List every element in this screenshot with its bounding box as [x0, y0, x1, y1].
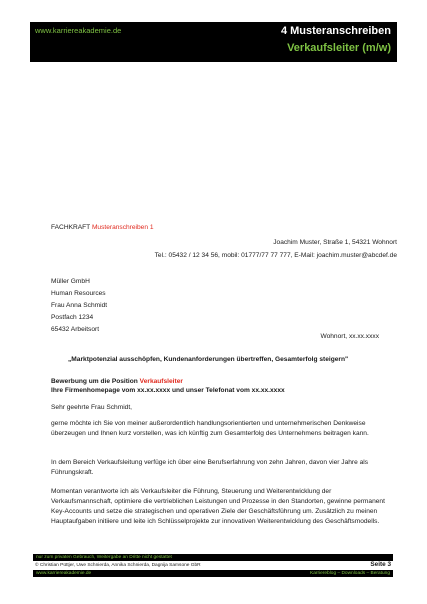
- header-url[interactable]: www.karriereakademie.de: [35, 26, 122, 35]
- recipient-postbox: Postfach 1234: [51, 314, 94, 321]
- body-paragraph-3: Momentan verantworte ich als Verkaufsleiter die Führung, Steuerung und Weiterentwicklung der Verkaufsmannschaft, optimiere die vertrieblichen Leistungen und Prozesse in den Standorten, gewinne permanent Key-Accounts und setze die strategischen und operativen Ziele der Geschäftsführung um. Zusätzlich zu meinen Hauptaufgaben initiiere und leite ich Schlüsselprojekte zur innovativen Weiterentwicklung des Geschäftsmodells.: [51, 488, 385, 525]
- salutation: Sehr geehrte Frau Schmidt,: [51, 404, 132, 411]
- letter-headline: „Marktpotenzial ausschöpfen, Kundenanforderungen übertreffen, Gesamterfolg steigern": [68, 356, 349, 363]
- template-label-prefix: FACHKRAFT: [51, 224, 91, 231]
- footer-notice: nur zum privaten Gebrauch, Weitergabe an Dritte nicht gestattet: [36, 555, 172, 560]
- footer-copyright: © Christian Püttjer, Uwe Schnierda, Annika Schnierda, Dagnija Samsone GbR: [35, 563, 201, 568]
- footer-url[interactable]: www.karriereakademie.de: [36, 571, 92, 576]
- footer-notice-bar: [33, 554, 393, 561]
- subject-prefix: Bewerbung um die Position: [51, 378, 138, 385]
- body-paragraph-1: gerne möchte ich Sie von meiner außerordentlich handlungsorientierten und unternehmerischen Denkweise überzeugen und Ihnen kurz vorstellen, was ich künftig zum Gesamterfolg des Unternehmens beitragen kann.: [51, 420, 369, 437]
- place-date: Wohnort, xx.xx.xxxx: [320, 333, 379, 340]
- recipient-department: Human Resources: [51, 290, 106, 297]
- page-number: Seite 3: [370, 561, 391, 568]
- recipient-person: Frau Anna Schmidt: [51, 302, 108, 309]
- template-label: [51, 223, 154, 232]
- header-title: 4 Musteranschreiben: [280, 25, 391, 37]
- header-subtitle: Verkaufsleiter (m/w): [287, 42, 391, 54]
- sender-contact: Tel.: 05432 / 12 34 56, mobil: 01777/77 77 777, E-Mail: joachim.muster@abcdef.de: [154, 252, 397, 259]
- subject-line-1: [51, 377, 183, 386]
- subject-position: Verkaufsleiter: [139, 378, 183, 385]
- recipient-company: Müller GmbH: [51, 278, 90, 285]
- sender-address: Joachim Muster, Straße 1, 54321 Wohnort: [273, 239, 397, 246]
- template-label-name: Musteranschreiben 1: [91, 224, 154, 231]
- subject-line-2: Ihre Firmenhomepage vom xx.xx.xxxx und unser Telefonat vom xx.xx.xxxx: [51, 387, 285, 394]
- recipient-city: 65432 Arbeitsort: [51, 326, 100, 333]
- page-header-bar: [30, 22, 397, 62]
- body-paragraph-2: In dem Bereich Verkaufsleitung verfüge ich über eine Berufserfahrung von zehn Jahren, davon vier Jahre als Führungskraft.: [51, 459, 369, 476]
- footer-links[interactable]: Karriereblog – Downloads – Beratung: [310, 571, 390, 576]
- footer-link-bar: [33, 570, 393, 577]
